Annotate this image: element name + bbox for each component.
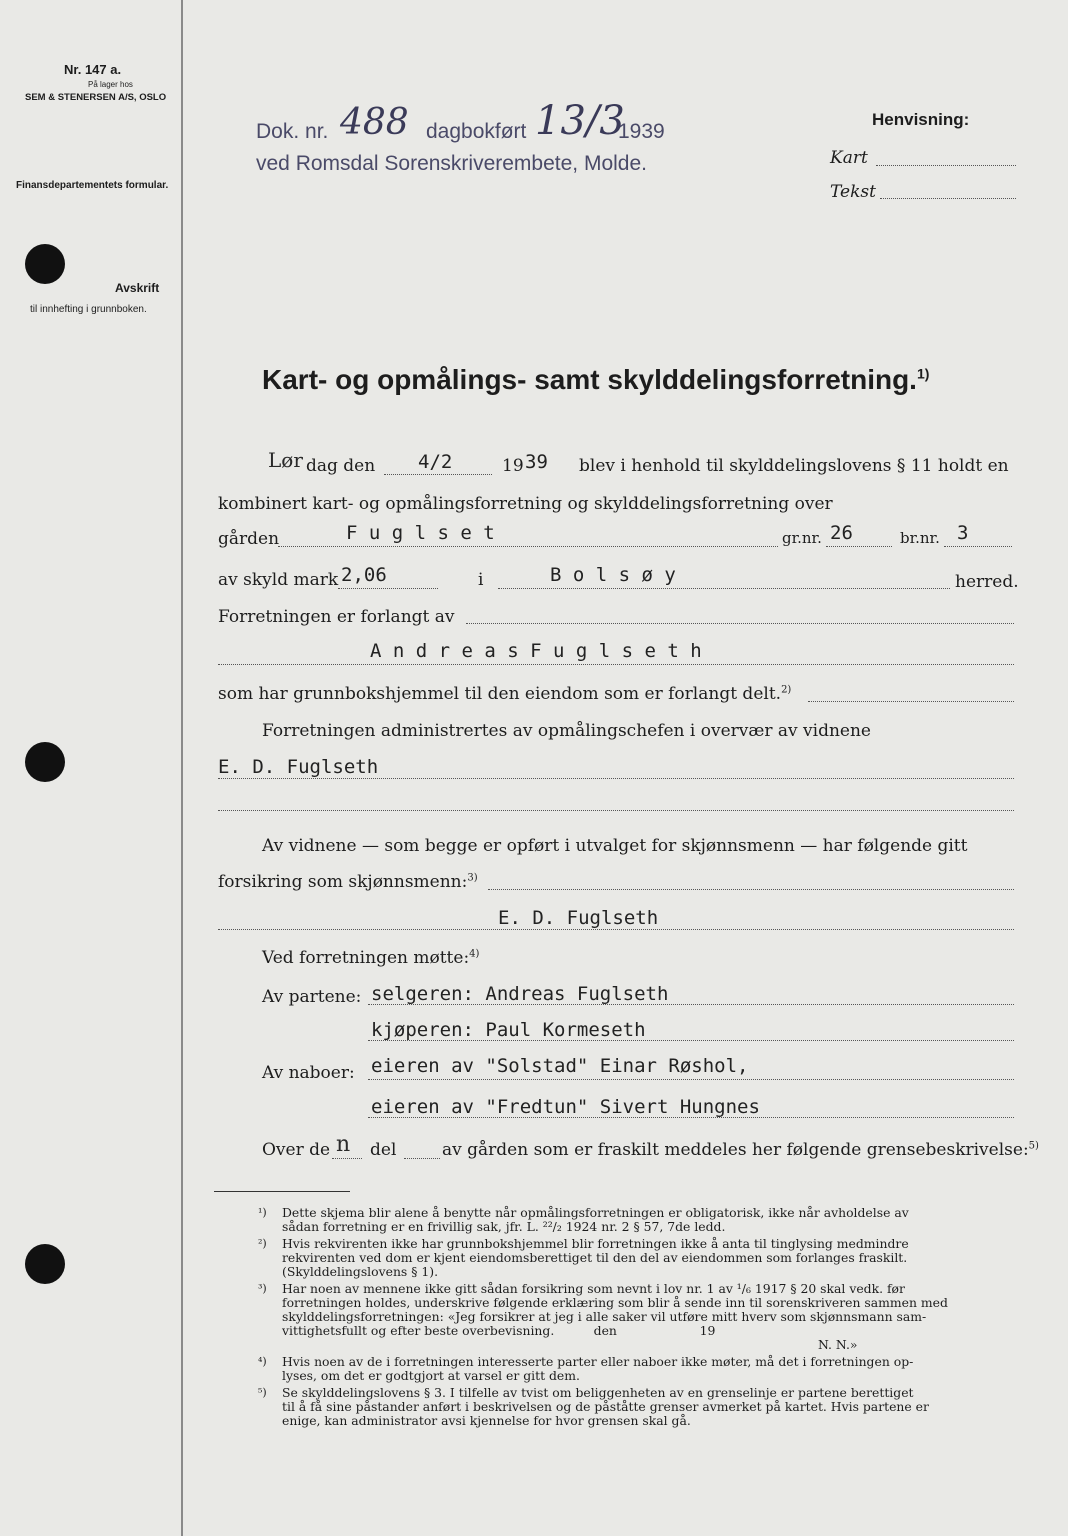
brnr-line — [944, 546, 1012, 547]
farm-line — [278, 546, 778, 547]
footnote — [258, 1355, 1028, 1383]
footnote-line: Har noen av mennene ikke gitt sådan forsikring som nevnt i lov nr. 1 av ¹/₆ 1917 § 20 skal vedk. før — [282, 1281, 905, 1296]
stamp-date: 13/3 — [535, 98, 625, 144]
reference-map-label: Kart — [830, 148, 868, 168]
margin-rule — [181, 0, 183, 1536]
holder-dots — [808, 701, 1014, 702]
skyld-label: av skyld mark — [218, 570, 339, 590]
met-note: 4) — [469, 948, 480, 960]
requester-line — [218, 664, 1014, 665]
brnr-label: br.nr. — [900, 529, 940, 547]
footnote-line: (Skylddelingslovens § 1). — [282, 1264, 439, 1279]
parties-label: Av partene: — [262, 987, 362, 1007]
form-number: Nr. 147 a. — [64, 62, 122, 77]
document-title-text: Kart- og opmålings- samt skylddelingsforretning. — [262, 364, 917, 395]
neighbours-label: Av naboer: — [262, 1063, 355, 1083]
footnote — [258, 1386, 1028, 1428]
punch-hole-1 — [25, 244, 65, 284]
footnote-line: Dette skjema blir alene å benytte når opmålingsforretningen er obligatorisk, ikke når avholdelse av — [282, 1205, 909, 1220]
skyld-value: 2,06 — [341, 564, 387, 586]
footnote-signature-text: N. N.» — [818, 1337, 858, 1352]
year-prefix: 19 — [502, 456, 524, 476]
footnote-line: enige, kan administrator avsi kjennelse for hvor grensen skal gå. — [282, 1413, 691, 1428]
line1-text: blev i henhold til skylddelingslovens § 11 holdt en — [579, 456, 1009, 476]
over-label: Over de — [262, 1140, 331, 1160]
over-dots — [332, 1158, 362, 1159]
witness-line-1 — [218, 778, 1014, 779]
vidnene-line-1: Av vidnene — som begge er opført i utvalget for skjønnsmenn — har følgende gitt — [262, 836, 968, 856]
witness-value: E. D. Fuglseth — [218, 756, 379, 778]
herred-label: herred. — [955, 572, 1019, 592]
skyld-line — [338, 588, 438, 589]
footnote — [258, 1206, 1028, 1234]
date-line — [384, 474, 492, 475]
grnr-label: gr.nr. — [782, 529, 822, 547]
admin-line: Forretningen administrertes av opmålingschefen i overvær av vidnene — [262, 721, 871, 741]
copy-subtitle: til innhefting i grunnboken. — [30, 304, 147, 315]
day-label: dag den — [306, 456, 376, 476]
witness2-value: E. D. Fuglseth — [498, 907, 659, 929]
del-label: del — [370, 1140, 397, 1160]
party-2: kjøperen: Paul Kormeseth — [371, 1019, 646, 1041]
footnote-line: rekvirenten ved dom er kjent eiendomsberettiget til den del av eiendommen som forlanges fraskilt. — [282, 1250, 908, 1265]
footnote-line: Se skylddelingslovens § 3. I tilfelle av tvist om beliggenheten av en grenselinje er partene berettiget — [282, 1385, 914, 1400]
party-2-line — [368, 1040, 1014, 1041]
grnr-value: 26 — [830, 522, 853, 544]
footnote — [258, 1282, 1028, 1338]
footnote-line: til å få sine påstander anført i beskrivelsen og de påståtte grenser avmerket på kartet. Hvis partene er — [282, 1399, 929, 1414]
footnote-number: ⁵) — [258, 1386, 267, 1399]
reference-text-label: Tekst — [830, 182, 876, 202]
vidnene-dots — [488, 889, 1014, 890]
in-label: i — [478, 570, 484, 590]
footnote-line: skylddelingsforretningen: «Jeg forsikrer at jeg i alle saker vil utføre mitt hverv som skjønnsmann sam- — [282, 1309, 927, 1324]
herred-line — [498, 588, 950, 589]
form-owner: Finansdepartementets formular. — [16, 180, 169, 191]
document-title — [262, 364, 929, 396]
title-note: 1) — [916, 365, 930, 382]
stamp-office: ved Romsdal Sorenskriverembete, Molde. — [256, 152, 648, 175]
neighbour-2-line — [368, 1117, 1014, 1118]
witness2-line — [218, 929, 1014, 930]
footnote-line: Hvis rekvirenten ikke har grunnbokshjemmel blir forretningen ikke å anta til tinglysing medmindre — [282, 1236, 909, 1251]
boundary-text: av gården som er fraskilt meddeles her følgende grensebeskrivelse: — [442, 1140, 1029, 1160]
stamp-year: 1939 — [618, 120, 665, 143]
footnote-line: Hvis noen av de i forretningen interesserte parter eller naboer ikke møter, må det i forretningen op- — [282, 1354, 914, 1369]
footnote — [258, 1237, 1028, 1279]
day-handwritten: Lør — [268, 448, 303, 472]
over-value: n — [336, 1132, 351, 1157]
footnote-signature — [258, 1338, 1028, 1352]
party-1-line — [368, 1004, 1014, 1005]
party-1: selgeren: Andreas Fuglseth — [371, 983, 669, 1005]
brnr-value: 3 — [957, 522, 969, 544]
printer-line-1: På lager hos — [88, 80, 133, 89]
holder-line — [218, 684, 791, 704]
vidnene-line-2 — [218, 872, 478, 892]
punch-hole-3 — [25, 1244, 65, 1284]
reference-map-line — [876, 165, 1016, 166]
requested-line — [466, 623, 1014, 624]
del-dots — [404, 1158, 440, 1159]
reference-text-line — [880, 198, 1016, 199]
reference-title: Henvisning: — [872, 110, 970, 129]
neighbour-2: eieren av "Fredtun" Sivert Hungnes — [371, 1096, 760, 1118]
vidnene-note: 3) — [467, 872, 478, 884]
printer-line-2: SEM & STENERSEN A/S, OSLO — [25, 92, 167, 103]
stamp-doc-number: 488 — [340, 102, 409, 143]
copy-title: Avskrift — [115, 281, 160, 295]
holder-note: 2) — [781, 684, 792, 696]
neighbour-1-line — [368, 1079, 1014, 1080]
boundary-note: 5) — [1028, 1140, 1039, 1152]
date-value: 4/2 — [418, 451, 453, 473]
holder-text: som har grunnbokshjemmel til den eiendom som er forlangt delt. — [218, 684, 782, 704]
stamp-doc-label: Dok. nr. — [256, 120, 329, 143]
requester-value: A n d r e a s F u g l s e t h — [370, 640, 702, 662]
vidnene-line-2-text: forsikring som skjønnsmenn: — [218, 872, 468, 892]
footnote-line: lyses, om det er godtgjort at varsel er gitt dem. — [282, 1368, 580, 1383]
footnote-rule — [214, 1191, 350, 1192]
grnr-line — [826, 546, 892, 547]
footnotes — [258, 1206, 1028, 1428]
boundary-line — [442, 1140, 1039, 1160]
met-line — [262, 948, 479, 968]
footnote-number: ¹) — [258, 1206, 267, 1219]
farm-label: gården — [218, 529, 280, 549]
footnote-number: ²) — [258, 1237, 267, 1250]
footnote-line: vittighetsfullt og efter beste overbevisning. den 19 — [282, 1323, 716, 1338]
met-label: Ved forretningen møtte: — [262, 948, 470, 968]
punch-hole-2 — [25, 742, 65, 782]
line2-text: kombinert kart- og opmålingsforretning og skylddelingsforretning over — [218, 494, 833, 514]
footnote-number: ³) — [258, 1282, 267, 1295]
witness-line-2 — [218, 810, 1014, 811]
footnote-line: sådan forretning er en frivillig sak, jfr. L. ²²/₂ 1924 nr. 2 § 57, 7de ledd. — [282, 1219, 726, 1234]
farm-value: F u g l s e t — [346, 522, 495, 544]
footnote-line: forretningen holdes, underskrive følgende erklæring som blir å sende inn til sorenskriveren sammen med — [282, 1295, 948, 1310]
neighbour-1: eieren av "Solstad" Einar Røshol, — [371, 1055, 749, 1077]
footnote-number: ⁴) — [258, 1355, 267, 1368]
herred-value: B o l s ø y — [550, 564, 676, 586]
requested-label: Forretningen er forlangt av — [218, 607, 455, 627]
stamp-journal-label: dagbokført — [426, 120, 527, 143]
year-value: 39 — [525, 451, 548, 473]
